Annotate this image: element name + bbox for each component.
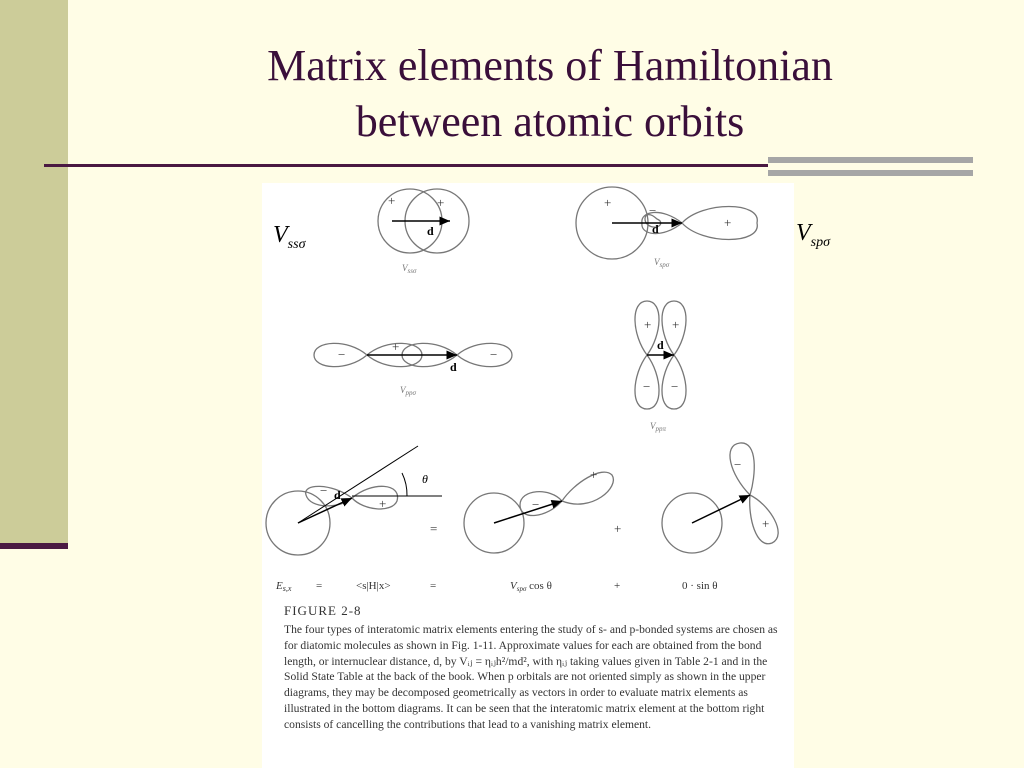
minus-3: − xyxy=(490,347,498,362)
bottom-p-lobe-2b xyxy=(562,472,613,504)
bottom-p-lobe-1b xyxy=(352,486,398,509)
d-label-pp: d xyxy=(450,360,457,374)
d-arrow-bottom-1 xyxy=(298,498,352,523)
title-rule-grey-1 xyxy=(768,157,973,163)
minus-2: − xyxy=(338,347,346,362)
eq-plus: + xyxy=(614,580,621,592)
caption-vsp: $V_{sp\sigma}$ xyxy=(654,257,670,269)
d-label-bottom: d xyxy=(334,488,341,502)
theta-arc xyxy=(402,473,407,496)
label-vsp-sub: spσ xyxy=(810,234,831,250)
label-vss-v: V xyxy=(273,222,288,248)
eq-term1: Vspσ cos θ xyxy=(510,580,552,593)
sidebar-decoration xyxy=(0,0,68,545)
axis-line xyxy=(298,446,418,523)
theta-label: θ xyxy=(422,472,428,486)
caption-vppi: $V_{pp\pi}$ xyxy=(650,421,667,433)
plus-8: + xyxy=(379,496,387,511)
title-line-2: between atomic orbits xyxy=(355,97,745,146)
plus-5: + xyxy=(392,339,400,354)
title-rule-grey-2 xyxy=(768,170,973,176)
d-label-pi: d xyxy=(657,338,664,352)
title-rule xyxy=(44,164,768,167)
minus-8: − xyxy=(734,457,742,472)
minus-7: − xyxy=(532,497,540,512)
label-vsp-sigma xyxy=(796,220,830,251)
eq-term2: 0 · sin θ xyxy=(682,580,718,592)
plus-6: + xyxy=(644,317,652,332)
pp-lobe-4 xyxy=(457,343,512,366)
plus-2: + xyxy=(437,195,445,210)
eq-sign: = xyxy=(316,580,323,592)
d-label-ss: d xyxy=(427,224,434,238)
minus-4: − xyxy=(643,379,651,394)
minus-1: − xyxy=(649,203,657,218)
plus-9: + xyxy=(590,467,598,482)
caption-text: The four types of interatomic matrix elements entering the study of s- and p-bonded systems are chosen as for diatomic molecules as shown in Fig. 1-11. Approximate values for each are obtained from the bond length, or internuclear distance, d, by Vᵢⱼ = ηᵢⱼh²/md², with ηᵢⱼ taking values given in Table 2-1 and in the Solid State Table at the back of the book. When p orbitals are not oriented simply as shown in the upper diagrams, they may be decomposed geometrically as vectors in order to evaluate matrix elements as illustrated in the bottom diagrams. It can be seen that the interatomic matrix element at the bottom right consists of cancelling the contributions that lead to a vanishing matrix element. xyxy=(284,623,778,731)
caption-vpp: $V_{pp\sigma}$ xyxy=(400,385,416,397)
minus-5: − xyxy=(671,379,679,394)
plus-1: + xyxy=(388,193,396,208)
p-lobe-pos xyxy=(682,207,757,240)
d-label-sp: d xyxy=(652,222,659,236)
equals-1: = xyxy=(430,521,438,536)
label-vsp-v: V xyxy=(796,220,811,246)
eq-lhs: Es,x xyxy=(276,580,292,593)
plus-4: + xyxy=(724,215,732,230)
minus-6: − xyxy=(320,483,328,498)
plus-10: + xyxy=(762,516,770,531)
figure-caption-heading: FIGURE 2-8 xyxy=(284,603,362,618)
figure-caption-body xyxy=(284,622,784,733)
caption-vss: $V_{ss\sigma}$ xyxy=(402,263,417,275)
label-vss-sigma xyxy=(273,222,305,253)
title-line-1: Matrix elements of Hamiltonian xyxy=(267,41,833,90)
d-arrow-bottom-3 xyxy=(692,495,750,523)
sidebar-accent-bar xyxy=(0,543,68,549)
plus-3: + xyxy=(604,195,612,210)
eq-bracket: <s|H|x> xyxy=(356,580,391,592)
plus-7: + xyxy=(672,317,680,332)
d-arrow-bottom-2 xyxy=(494,501,562,523)
label-vss-sub: ssσ xyxy=(287,236,306,252)
slide-title xyxy=(150,38,950,150)
plus-11: + xyxy=(614,521,622,536)
eq-equals: = xyxy=(430,580,437,592)
